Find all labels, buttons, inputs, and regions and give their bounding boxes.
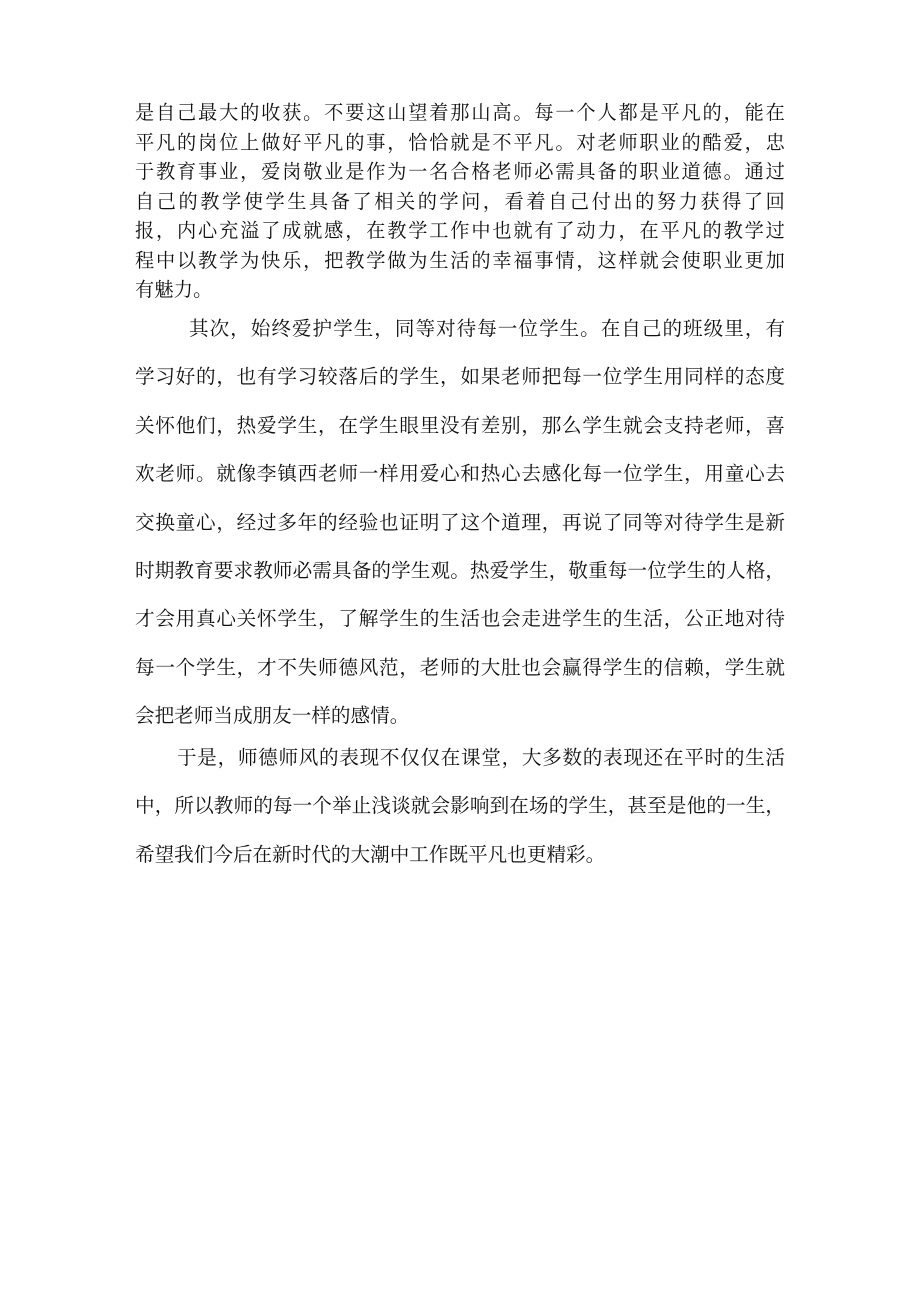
text-line: 每一个学生，才不失师德风范，老师的大肚也会赢得学生的信赖，学生就 [135,655,785,679]
paragraph-3 [135,734,785,879]
text-line: 交换童心，经过多年的经验也证明了这个道理，再说了同等对待学生是新 [135,510,785,534]
text-line: 会把老师当成朋友一样的感情。 [135,704,410,728]
text-line: 时期教育要求教师必需具备的学生观。热爱学生，敬重每一位学生的人格， [135,558,785,582]
text-line: 于是，师德师风的表现不仅仅在课堂，大多数的表现还在平时的生活 [177,746,785,769]
text-line: 有魅力。 [135,278,213,301]
text-line: 是自己最大的收获。不要这山望着那山高。每一个人都是平凡的，能在 [135,101,785,124]
text-line: 中，所以教师的每一个举止浅谈就会影响到在场的学生，甚至是他的一生， [135,794,785,818]
text-line: 报，内心充溢了成就感，在教学工作中也就有了动力，在平凡的教学过 [135,219,785,242]
text-line: 自己的教学使学生具备了相关的学问，看着自己付出的努力获得了回 [135,189,785,213]
text-line: 学习好的，也有学习较落后的学生，如果老师把每一位学生用同样的态度 [135,365,785,389]
text-line: 欢老师。就像李镇西老师一样用爱心和热心去感化每一位学生，用童心去 [135,462,785,486]
text-line: 于教育事业，爱岗敬业是作为一名合格老师必需具备的职业道德。通过 [135,160,785,183]
text-line: 其次，始终爱护学生，同等对待每一位学生。在自己的班级里，有 [189,317,785,340]
text-line: 程中以教学为快乐，把教学做为生活的幸福事情，这样就会使职业更加 [135,248,785,272]
text-line: 希望我们今后在新时代的大潮中工作既平凡也更精彩。 [135,842,606,866]
text-line: 关怀他们，热爱学生，在学生眼里没有差别，那么学生就会支持老师，喜 [135,413,785,437]
paragraph-2 [135,305,785,741]
text-line: 平凡的岗位上做好平凡的事，恰恰就是不平凡。对老师职业的酷爱，忠 [135,130,785,154]
paragraph-1 [135,98,785,305]
text-line: 才会用真心关怀学生，了解学生的生活也会走进学生的生活，公正地对待 [135,607,785,631]
